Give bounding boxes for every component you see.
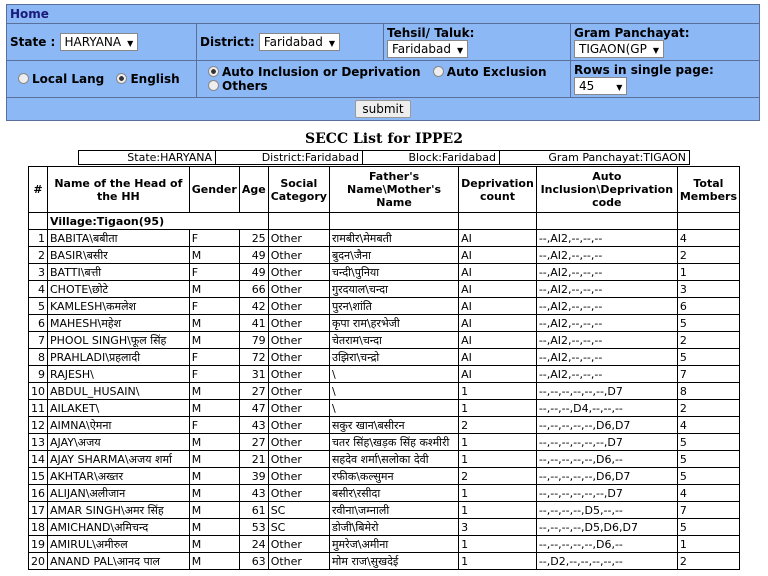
cell-g: M <box>189 315 239 332</box>
cell-name: AJAY SHARMA\अजय शर्मा <box>48 451 190 468</box>
chevron-down-icon: ▼ <box>127 39 134 48</box>
cell-age: 27 <box>239 383 268 400</box>
cell-dep: AI <box>459 230 537 247</box>
cell-dep: AI <box>459 247 537 264</box>
cell-name: RAJESH\ <box>48 366 190 383</box>
auto-exclusion-label: Auto Exclusion <box>446 65 547 79</box>
cell-tot: 5 <box>677 519 739 536</box>
cell-code: --,AI2,--,--,-- <box>536 247 677 264</box>
state-label: State : <box>10 35 56 49</box>
cell-parent: चतर सिंह\खड़क सिंह कश्मीरी <box>329 434 458 451</box>
cell-cat: Other <box>268 264 329 281</box>
radio-auto-exclusion[interactable] <box>433 66 444 77</box>
cell-dep: AI <box>459 366 537 383</box>
cell-cat: Other <box>268 400 329 417</box>
col-age: Age <box>239 167 268 213</box>
cell-g: M <box>189 553 239 570</box>
cell-n: 6 <box>29 315 48 332</box>
header-row <box>29 167 740 213</box>
cell-parent: रवीना\जम्नाली <box>329 502 458 519</box>
cell-g: M <box>189 400 239 417</box>
cell-dep: AI <box>459 264 537 281</box>
cell-n: 1 <box>29 230 48 247</box>
cell-tot: 1 <box>677 264 739 281</box>
table-row <box>29 400 740 417</box>
gram-panchayat-cell <box>571 24 760 61</box>
chevron-down-icon: ▼ <box>616 83 623 92</box>
cell-cat: Other <box>268 468 329 485</box>
cell-tot: 7 <box>677 366 739 383</box>
cell-tot: 4 <box>677 485 739 502</box>
district-cell <box>197 24 384 61</box>
cell-code: --,--,--,--,--,--,D7 <box>536 434 677 451</box>
radio-english[interactable] <box>116 73 127 84</box>
cell-tot: 2 <box>677 247 739 264</box>
auto-inclusion-label: Auto Inclusion or Deprivation <box>222 65 421 79</box>
cell-age: 49 <box>239 264 268 281</box>
cell-parent: \ <box>329 400 458 417</box>
cell-parent: रामबीर\मेमबती <box>329 230 458 247</box>
cell-g: M <box>189 451 239 468</box>
cell-tot: 8 <box>677 383 739 400</box>
report-title: SECC List for IPPE2 <box>305 131 463 147</box>
cell-dep: 2 <box>459 417 537 434</box>
cell-code: --,--,--,--,D5,--,-- <box>536 502 677 519</box>
cell-tot: 2 <box>677 553 739 570</box>
cell-age: 27 <box>239 434 268 451</box>
cell-parent: डोजी\बिमेरो <box>329 519 458 536</box>
info-block: Block:Faridabad <box>363 151 500 165</box>
language-cell <box>7 61 197 98</box>
table-row <box>29 332 740 349</box>
cell-g: M <box>189 519 239 536</box>
cell-parent: सकुर खान\बसीरन <box>329 417 458 434</box>
cell-parent: बसीर\रसीदा <box>329 485 458 502</box>
info-state: State:HARYANA <box>79 151 216 165</box>
cell-name: CHOTE\छोटे <box>48 281 190 298</box>
cell-tot: 4 <box>677 230 739 247</box>
gram-panchayat-label: Gram Panchayat: <box>574 26 690 40</box>
cell-name: ABDUL_HUSAIN\ <box>48 383 190 400</box>
col-num: # <box>29 167 48 213</box>
table-row <box>29 366 740 383</box>
cell-dep: AI <box>459 315 537 332</box>
cell-tot: 5 <box>677 315 739 332</box>
cell-code: --,--,--,--,D5,D6,D7 <box>536 519 677 536</box>
cell-g: M <box>189 485 239 502</box>
info-district: District:Faridabad <box>216 151 363 165</box>
cell-name: BABITA\बबीता <box>48 230 190 247</box>
cell-cat: Other <box>268 536 329 553</box>
table-row <box>29 315 740 332</box>
table-row <box>29 281 740 298</box>
chevron-down-icon: ▼ <box>652 46 659 55</box>
cell-tot: 4 <box>677 417 739 434</box>
local-lang-label: Local Lang <box>32 72 105 86</box>
table-row <box>29 519 740 536</box>
cell-tot: 7 <box>677 502 739 519</box>
home-cell <box>7 5 760 24</box>
cell-age: 72 <box>239 349 268 366</box>
cell-tot: 2 <box>677 332 739 349</box>
cell-g: F <box>189 264 239 281</box>
rows-per-page-select[interactable]: 45 ▼ <box>574 77 627 95</box>
cell-cat: Other <box>268 247 329 264</box>
english-label: English <box>130 72 180 86</box>
cell-parent: सहदेव शर्मा\सलोका देवी <box>329 451 458 468</box>
cell-name: MAHESH\महेश <box>48 315 190 332</box>
cell-parent: पुरन\शांति <box>329 298 458 315</box>
cell-dep: 1 <box>459 383 537 400</box>
cell-n: 15 <box>29 468 48 485</box>
col-parent-name: Father's Name\Mother's Name <box>329 167 458 213</box>
cell-code: --,AI2,--,--,-- <box>536 230 677 247</box>
cell-name: ALIJAN\अलीजान <box>48 485 190 502</box>
cell-code: --,--,--,--,--,--,D7 <box>536 383 677 400</box>
cell-n: 20 <box>29 553 48 570</box>
cell-dep: AI <box>459 298 537 315</box>
cell-code: --,--,--,--,--,D6,-- <box>536 536 677 553</box>
tehsil-cell <box>384 24 571 61</box>
cell-name: KAMLESH\कमलेश <box>48 298 190 315</box>
cell-n: 18 <box>29 519 48 536</box>
cell-parent: बुदन\जैना <box>329 247 458 264</box>
cell-cat: Other <box>268 553 329 570</box>
table-row <box>29 536 740 553</box>
col-deprivation-count: Deprivation count <box>459 167 537 213</box>
cell-age: 41 <box>239 315 268 332</box>
table-row <box>29 230 740 247</box>
district-label: District: <box>200 35 255 49</box>
gram-panchayat-select[interactable]: TIGAON(GP ▼ <box>574 40 664 58</box>
cell-tot: 6 <box>677 298 739 315</box>
cell-cat: Other <box>268 434 329 451</box>
cell-n: 16 <box>29 485 48 502</box>
cell-cat: Other <box>268 366 329 383</box>
cell-age: 53 <box>239 519 268 536</box>
cell-dep: 1 <box>459 434 537 451</box>
table-row <box>29 298 740 315</box>
cell-cat: Other <box>268 281 329 298</box>
cell-code: --,AI2,--,--,-- <box>536 281 677 298</box>
col-gender: Gender <box>189 167 239 213</box>
col-total-members: Total Members <box>677 167 739 213</box>
cell-code: --,--,--,--,--,D6,-- <box>536 451 677 468</box>
cell-code: --,AI2,--,--,-- <box>536 332 677 349</box>
table-row <box>29 247 740 264</box>
col-head-name: Name of the Head of the HH <box>48 167 190 213</box>
cell-code: --,--,--,--,--,--,D7 <box>536 485 677 502</box>
cell-cat: Other <box>268 349 329 366</box>
cell-g: M <box>189 468 239 485</box>
cell-code: --,--,--,--,--,D6,D7 <box>536 417 677 434</box>
filter-panel <box>6 4 760 121</box>
cell-n: 4 <box>29 281 48 298</box>
cell-name: AMICHAND\अमिचन्द <box>48 519 190 536</box>
cell-tot: 5 <box>677 451 739 468</box>
rows-per-page-cell <box>571 61 760 98</box>
cell-cat: Other <box>268 417 329 434</box>
cell-parent: चेतराम\चन्दा <box>329 332 458 349</box>
info-gram-panchayat: Gram Panchayat:TIGAON <box>500 151 690 165</box>
cell-name: PRAHLADI\प्रहलादी <box>48 349 190 366</box>
rows-per-page-label: Rows in single page: <box>574 63 714 77</box>
cell-age: 47 <box>239 400 268 417</box>
cell-cat: Other <box>268 451 329 468</box>
cell-age: 79 <box>239 332 268 349</box>
cell-age: 61 <box>239 502 268 519</box>
cell-g: M <box>189 536 239 553</box>
cell-age: 63 <box>239 553 268 570</box>
cell-n: 14 <box>29 451 48 468</box>
cell-age: 31 <box>239 366 268 383</box>
cell-parent: कृपा राम\हरभेजी <box>329 315 458 332</box>
cell-name: AILAKET\ <box>48 400 190 417</box>
cell-code: --,--,--,--,--,D6,D7 <box>536 468 677 485</box>
table-row <box>29 485 740 502</box>
cell-n: 19 <box>29 536 48 553</box>
radio-local-lang[interactable] <box>18 73 29 84</box>
cell-age: 43 <box>239 485 268 502</box>
cell-code: --,--,--,D4,--,--,-- <box>536 400 677 417</box>
cell-g: M <box>189 434 239 451</box>
cell-name: BASIR\बसीर <box>48 247 190 264</box>
village-label: Village:Tigaon(95) <box>48 213 269 230</box>
cell-name: ANAND PAL\आनद पाल <box>48 553 190 570</box>
cell-g: M <box>189 281 239 298</box>
cell-age: 25 <box>239 230 268 247</box>
cell-cat: Other <box>268 485 329 502</box>
cell-g: F <box>189 366 239 383</box>
table-row <box>29 502 740 519</box>
cell-n: 9 <box>29 366 48 383</box>
cell-parent: मोम राज\सुखदेई <box>329 553 458 570</box>
cell-code: --,AI2,--,--,-- <box>536 349 677 366</box>
cell-n: 12 <box>29 417 48 434</box>
table-row <box>29 417 740 434</box>
cell-tot: 5 <box>677 434 739 451</box>
state-cell <box>7 24 197 61</box>
cell-code: --,AI2,--,--,-- <box>536 366 677 383</box>
cell-age: 42 <box>239 298 268 315</box>
cell-g: F <box>189 298 239 315</box>
cell-name: AMAR SINGH\अमर सिंह <box>48 502 190 519</box>
cell-tot: 5 <box>677 468 739 485</box>
cell-cat: Other <box>268 332 329 349</box>
others-label: Others <box>222 79 268 93</box>
cell-g: M <box>189 383 239 400</box>
cell-name: AKHTAR\अख्तर <box>48 468 190 485</box>
location-info <box>78 150 690 165</box>
cell-cat: SC <box>268 502 329 519</box>
cell-cat: Other <box>268 315 329 332</box>
cell-n: 5 <box>29 298 48 315</box>
cell-dep: AI <box>459 349 537 366</box>
cell-parent: मुमरेज\अमीना <box>329 536 458 553</box>
col-social-category: Social Category <box>268 167 329 213</box>
radio-auto-inclusion[interactable] <box>208 66 219 77</box>
cell-dep: 1 <box>459 400 537 417</box>
cell-g: M <box>189 502 239 519</box>
table-row <box>29 553 740 570</box>
cell-parent: \ <box>329 383 458 400</box>
cell-n: 11 <box>29 400 48 417</box>
cell-dep: 2 <box>459 468 537 485</box>
cell-cat: SC <box>268 519 329 536</box>
cell-name: PHOOL SINGH\फूल सिंह <box>48 332 190 349</box>
cell-age: 39 <box>239 468 268 485</box>
cell-n: 2 <box>29 247 48 264</box>
submit-button[interactable]: submit <box>355 100 410 118</box>
col-inclusion-code: Auto Inclusion\Deprivation code <box>536 167 677 213</box>
cell-code: --,AI2,--,--,-- <box>536 298 677 315</box>
cell-n: 10 <box>29 383 48 400</box>
cell-age: 43 <box>239 417 268 434</box>
table-row <box>29 383 740 400</box>
cell-parent: गुरदयाल\चन्दा <box>329 281 458 298</box>
cell-dep: 1 <box>459 451 537 468</box>
chevron-down-icon: ▼ <box>456 46 464 55</box>
cell-n: 3 <box>29 264 48 281</box>
state-select[interactable]: HARYANA ▼ <box>60 33 139 51</box>
home-link[interactable]: Home <box>10 7 49 21</box>
cell-code: --,D2,--,--,--,--,-- <box>536 553 677 570</box>
cell-dep: 1 <box>459 502 537 519</box>
table-row <box>29 468 740 485</box>
cell-parent: \ <box>329 366 458 383</box>
cell-age: 21 <box>239 451 268 468</box>
cell-g: F <box>189 230 239 247</box>
table-row <box>29 434 740 451</box>
cell-g: F <box>189 349 239 366</box>
tehsil-select[interactable]: Faridabad ▼ <box>387 40 468 58</box>
cell-cat: Other <box>268 298 329 315</box>
cell-parent: रफीक\कल्सुमन <box>329 468 458 485</box>
cell-code: --,AI2,--,--,-- <box>536 315 677 332</box>
district-select[interactable]: Faridabad ▼ <box>259 33 340 51</box>
cell-parent: उझिरा\चन्द्रो <box>329 349 458 366</box>
cell-name: BATTI\बत्ती <box>48 264 190 281</box>
cell-age: 66 <box>239 281 268 298</box>
cell-n: 8 <box>29 349 48 366</box>
cell-name: AJAY\अजय <box>48 434 190 451</box>
cell-dep: 1 <box>459 485 537 502</box>
cell-n: 17 <box>29 502 48 519</box>
chevron-down-icon: ▼ <box>328 39 335 48</box>
cell-dep: AI <box>459 332 537 349</box>
cell-code: --,AI2,--,--,-- <box>536 264 677 281</box>
cell-dep: 1 <box>459 553 537 570</box>
cell-g: F <box>189 417 239 434</box>
village-row <box>29 213 740 230</box>
inclusion-cell <box>197 61 571 98</box>
cell-name: AIMNA\ऐमना <box>48 417 190 434</box>
secc-table <box>28 166 740 570</box>
cell-dep: AI <box>459 281 537 298</box>
cell-tot: 3 <box>677 281 739 298</box>
cell-g: M <box>189 247 239 264</box>
cell-age: 49 <box>239 247 268 264</box>
cell-g: M <box>189 332 239 349</box>
cell-n: 7 <box>29 332 48 349</box>
cell-tot: 1 <box>677 536 739 553</box>
cell-n: 13 <box>29 434 48 451</box>
cell-name: AMIRUL\अमीरुल <box>48 536 190 553</box>
table-row <box>29 264 740 281</box>
cell-dep: 3 <box>459 519 537 536</box>
table-row <box>29 451 740 468</box>
cell-tot: 2 <box>677 400 739 417</box>
table-row <box>29 349 740 366</box>
cell-cat: Other <box>268 383 329 400</box>
submit-cell <box>7 98 760 121</box>
radio-others[interactable] <box>208 80 219 91</box>
cell-age: 24 <box>239 536 268 553</box>
cell-cat: Other <box>268 230 329 247</box>
cell-tot: 5 <box>677 349 739 366</box>
cell-dep: 1 <box>459 536 537 553</box>
tehsil-label: Tehsil/ Taluk: <box>387 26 475 40</box>
cell-parent: चन्दी\पुनिया <box>329 264 458 281</box>
